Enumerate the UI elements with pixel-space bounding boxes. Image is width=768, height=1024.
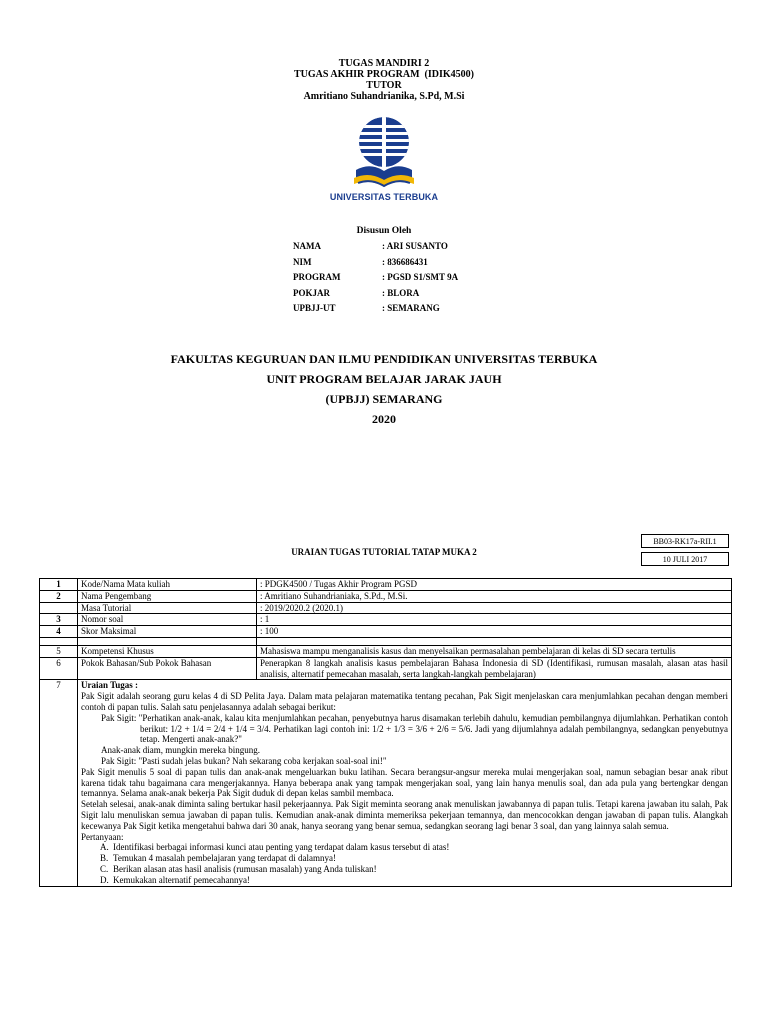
table-row [40, 614, 732, 626]
row-number: 5 [40, 645, 78, 657]
doc-date-box: 10 JULI 2017 [641, 552, 729, 566]
questions-heading: Pertanyaan: [81, 831, 124, 842]
task-table [39, 578, 732, 887]
author-row-nim [293, 257, 458, 273]
table-row [40, 645, 732, 657]
author-row-pokjar [293, 288, 458, 304]
table-row [40, 579, 732, 591]
row-label: Masa Tutorial [78, 602, 257, 614]
field-label: PROGRAM [293, 272, 341, 283]
faculty-year: 2020 [372, 412, 396, 426]
question-letter: D. [100, 874, 109, 885]
field-value: : PGSD S1/SMT 9A [382, 272, 459, 283]
author-row-name [293, 241, 458, 257]
field-value: : ARI SUSANTO [382, 241, 448, 251]
row-label: Nomor soal [78, 614, 257, 626]
row-number: 1 [40, 579, 78, 591]
row-value: : Amritiano Suhandrianiaka, S.Pd., M.Si. [257, 590, 732, 602]
row-label: Pokok Bahasan/Sub Pokok Bahasan [78, 657, 257, 680]
question-item [81, 875, 728, 886]
task-paragraph-3: Setelah selesai, anak-anak diminta saling bertukar hasil pekerjaannya. Pak Sigit meminta seorang anak menuliskan jawabannya di papan tulis. Tetapi karena jawaban itu salah, Pak Sigit lalu menuliskan semua jawaban di papan tulis. Kemudian anak-anak diminta memeriksa pekerjaan temannya, dan mencocokkan dengan jawaban di papan tulis. Alangkah kecewanya Pak Sigit ketika mengetahui bahwa dari 30 anak, hanya seorang yang benar semua, sedangkan seorang lagi benar 3 soal, dan yang lainnya salah semua. [81, 799, 728, 831]
task-heading: Uraian Tugas : [81, 680, 139, 691]
header-line-3: TUTOR [366, 80, 402, 91]
table-row [40, 657, 732, 680]
row-label: Kompetensi Khusus [78, 645, 257, 657]
question-item [81, 864, 728, 875]
section-title: URAIAN TUGAS TUTORIAL TATAP MUKA 2 [291, 547, 477, 557]
question-text: Kemukakan alternatif pemecahannya! [113, 874, 250, 885]
question-letter: A. [100, 842, 109, 853]
question-letter: B. [100, 853, 109, 864]
faculty-line-3: (UPBJJ) SEMARANG [325, 392, 443, 406]
task-paragraph-1: Pak Sigit adalah seorang guru kelas 4 di SD Pelita Jaya. Dalam mata pelajaran matematika tentang pecahan, Pak Sigit menjelaskan cara menjumlahkan pecahan dengan memberi contoh di papan tulis. Salah satu penjelasannya adalah sebagai berikut: [81, 691, 728, 712]
question-item [81, 842, 728, 853]
field-label: POKJAR [293, 287, 330, 298]
question-item [81, 853, 728, 864]
task-quote-2: Anak-anak diam, mungkin mereka bingung. [101, 745, 260, 756]
row-label: Kode/Nama Mata kuliah [78, 579, 257, 591]
table-spacer-row [40, 637, 732, 645]
row-value: Penerapkan 8 langkah analisis kasus pembelajaran Bahasa Indonesia di SD (Identifikasi, rumusan masalah, alasan atas hasil analisis, alternatif pemecahan masalah, serta langkah-langkah pembelajaran) [257, 657, 732, 680]
faculty-block [0, 352, 768, 432]
row-number: 2 [40, 590, 78, 602]
row-label: Skor Maksimal [78, 626, 257, 638]
table-row [40, 626, 732, 638]
author-heading: Disusun Oleh [356, 226, 412, 236]
field-label: UPBJJ-UT [293, 303, 336, 314]
header-line-1: TUGAS MANDIRI 2 [338, 58, 430, 69]
logo-caption: UNIVERSITAS TERBUKA [329, 192, 439, 202]
row-value: : 100 [257, 626, 732, 638]
row-label: Nama Pengembang [78, 590, 257, 602]
row-value: Mahasiswa mampu menganalisis kasus dan menyelsaikan permasalahan pembelajaran di kelas di SD secara tertulis [257, 645, 732, 657]
question-letter: C. [100, 863, 109, 874]
question-text: Identifikasi berbagai informasi kunci atau penting yang terdapat dalam kasus tersebut di atas! [113, 842, 450, 853]
question-text: Temukan 4 masalah pembelajaran yang terdapat di dalamnya! [113, 853, 337, 864]
field-label: NAMA [293, 241, 321, 251]
table-row [40, 602, 732, 614]
row-value: : 1 [257, 614, 732, 626]
table-row-task [40, 680, 732, 886]
task-quote-3: Pak Sigit: "Pasti sudah jelas bukan? Nah sekarang coba kerjakan soal-soal ini!" [101, 755, 387, 766]
task-paragraph-2: Pak Sigit menulis 5 soal di papan tulis dan anak-anak mengeluarkan buku latihan. Secara berangsur-angsur mereka mulai mengerjakan soal, namun sebagian besar anak ribut karena tidak tahu bagaimana cara mengerjakannya. Hanya beberapa anak yang tampak mengerjakan soal, yang lain hanya menulis soal, dan ada pula yang bertengkar dengan temannya. Selama anak-anak bekerja Pak Sigit duduk di depan kelas sambil membaca. [81, 766, 728, 799]
row-number: 6 [40, 657, 78, 680]
field-value: : BLORA [382, 287, 420, 298]
row-number: 3 [40, 614, 78, 626]
field-value: : 836686431 [382, 256, 428, 267]
faculty-line-1: FAKULTAS KEGURUAN DAN ILMU PENDIDIKAN UNIVERSITAS TERBUKA [170, 352, 598, 366]
author-row-upbjj [293, 303, 458, 319]
author-row-program [293, 272, 458, 288]
header-line-2: TUGAS AKHIR PROGRAM (IDIK4500) [293, 69, 474, 80]
task-description [78, 680, 732, 886]
question-text: Berikan alasan atas hasil analisis (rumusan masalah) yang Anda tuliskan! [113, 863, 377, 874]
field-label: NIM [293, 256, 312, 267]
task-quote-1: Pak Sigit: "Perhatikan anak-anak, kalau kita menjumlahkan pecahan, penyebutnya harus disamakan terlebih dahulu, kemudian pembilangnya dijumlahkan. Perhatikan contoh berikut: 1/2 + 1/4 = 2/4 + 1/4 = 3/4. Perhatikan lagi contoh ini: 1/2 + 1/3 = 3/6 + 2/6 = 5/6. Jadi yang dijumlahnya adalah pembilangnya, sedangkan penyebutnya tetap. Mengerti anak-anak?" [101, 712, 728, 745]
faculty-line-2: UNIT PROGRAM BELAJAR JARAK JAUH [266, 372, 502, 386]
author-info [293, 241, 458, 319]
row-number [40, 602, 78, 614]
row-number: 4 [40, 626, 78, 638]
row-value: : PDGK4500 / Tugas Akhir Program PGSD [257, 579, 732, 591]
row-value: : 2019/2020.2 (2020.1) [257, 602, 732, 614]
table-row [40, 590, 732, 602]
document-header [0, 58, 768, 102]
header-tutor-name: Amritiano Suhandrianika, S.Pd, M.Si [303, 91, 465, 102]
doc-code-box: BB03-RK17a-RII.1 [641, 534, 729, 548]
row-number: 7 [40, 680, 78, 886]
field-value: : SEMARANG [382, 303, 440, 314]
